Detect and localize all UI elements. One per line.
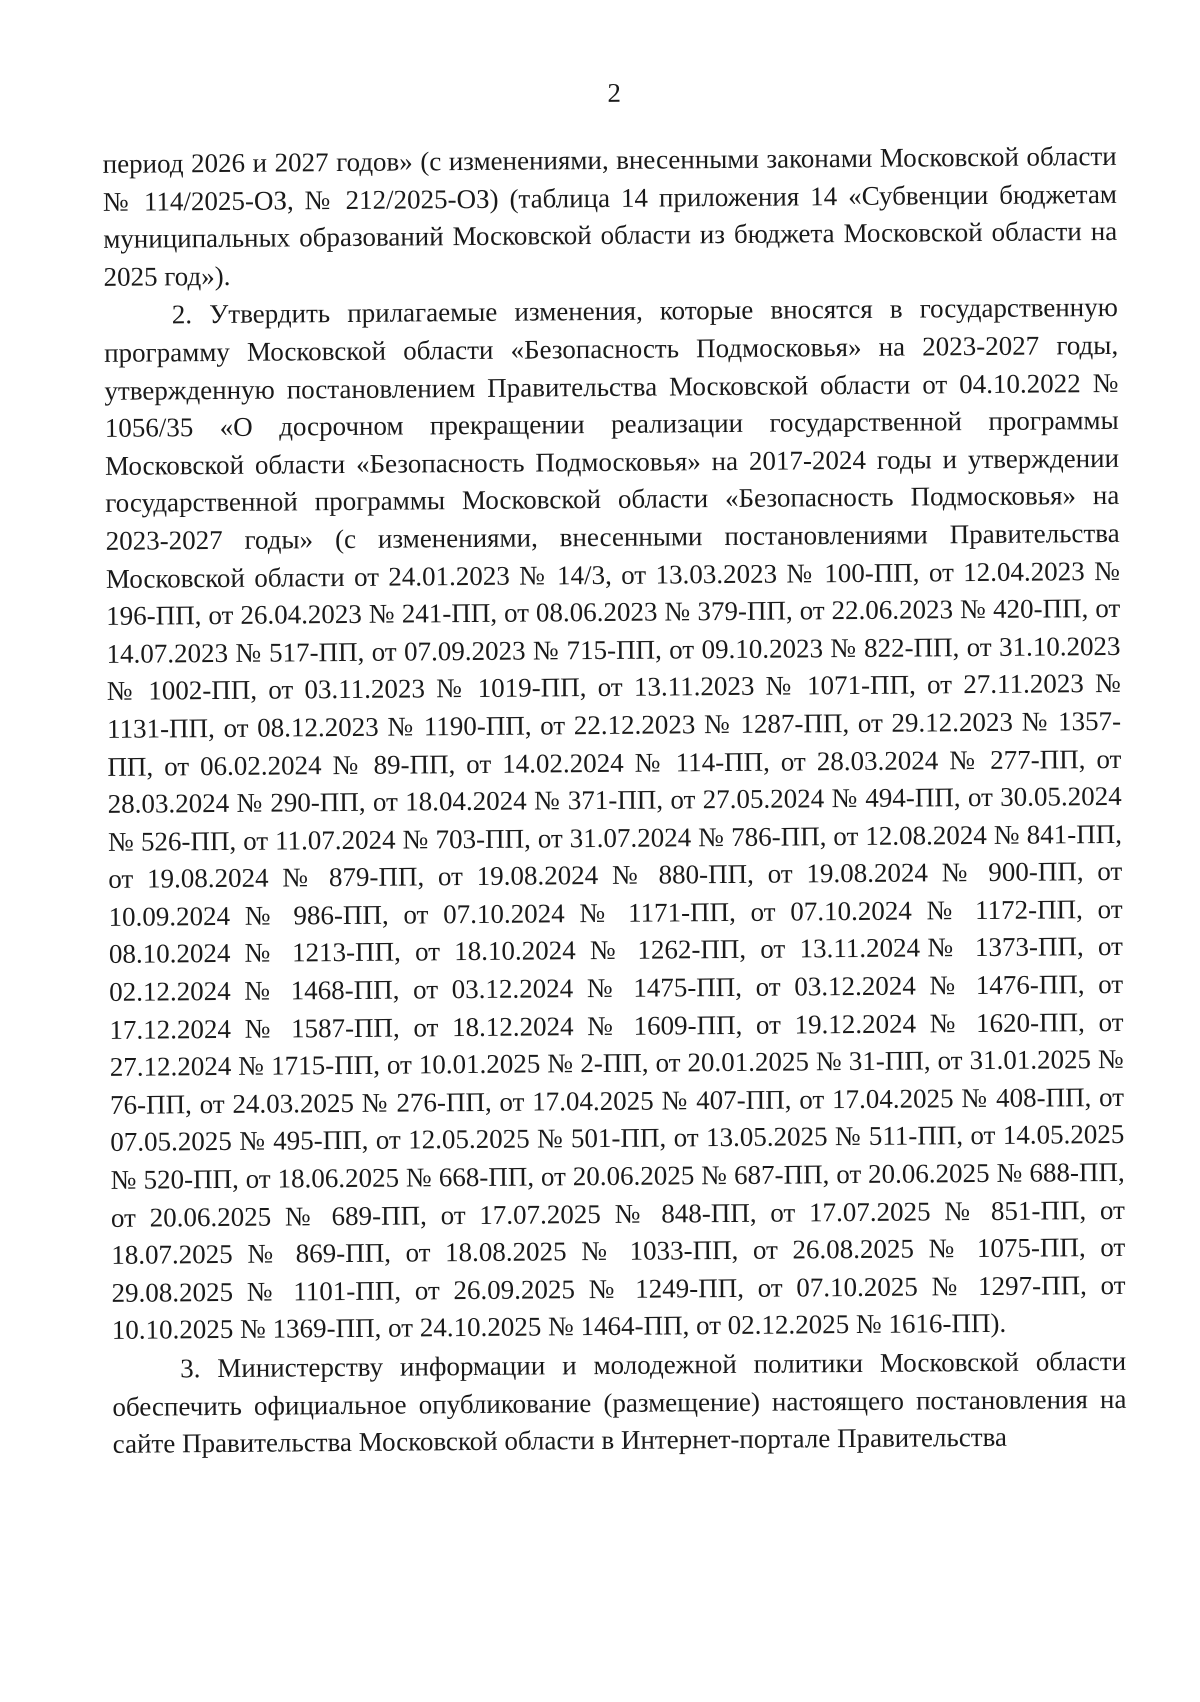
paragraph-continuation: период 2026 и 2027 годов» (с изменениями, внесенными законами Московской области № 114/2025-ОЗ, № 212/2025-ОЗ) (таблица 14 приложения 14 «Субвенции бюджетам муниципальных образований Московской области из бюджета Московской области на 2025 год»). — [102, 140, 1118, 292]
page-number: 2 — [607, 77, 622, 108]
document-body — [103, 138, 1127, 1464]
paragraph-item-3: 3. Министерству информации и молодежной политики Московской области обеспечить официальное опубликование (размещение) настоящего постановления на сайте Правительства Московской области в Интернет-портале Правительства — [112, 1345, 1127, 1460]
paragraph-item-2: 2. Утвердить прилагаемые изменения, которые вносятся в государственную программу Московской области «Безопасность Подмосковья» на 2023-2027 годы, утвержденную постановлением Правительства Московской области от 04.10.2022 № 1056/35 «О досрочном прекращении реализации государственной программы Московской области «Безопасность Подмосковья» на 2017-2024 годы и утверждении государственной программы Московской области «Безопасность Подмосковья» на 2023-2027 годы» (с изменениями, внесенными постановлениями Правительства Московской области от 24.01.2023 № 14/3, от 13.03.2023 № 100-ПП, от 12.04.2023 № 196-ПП, от 26.04.2023 № 241-ПП, от 08.06.2023 № 379-ПП, от 22.06.2023 № 420-ПП, от 14.07.2023 № 517-ПП, от 07.09.2023 № 715-ПП, от 09.10.2023 № 822-ПП, от 31.10.2023 № 1002-ПП, от 03.11.2023 № 1019-ПП, от 13.11.2023 № 1071-ПП, от 27.11.2023 № 1131-ПП, от 08.12.2023 № 1190-ПП, от 22.12.2023 № 1287-ПП, от 29.12.2023 № 1357-ПП, от 06.02.2024 № 89-ПП, от 14.02.2024 № 114-ПП, от 28.03.2024 № 277-ПП, от 28.03.2024 № 290-ПП, от 18.04.2024 № 371-ПП, от 27.05.2024 № 494-ПП, от 30.05.2024 № 526-ПП, от 11.07.2024 № 703-ПП, от 31.07.2024 № 786-ПП, от 12.08.2024 № 841-ПП, от 19.08.2024 № 879-ПП, от 19.08.2024 № 880-ПП, от 19.08.2024 № 900-ПП, от 10.09.2024 № 986-ПП, от 07.10.2024 № 1171-ПП, от 07.10.2024 № 1172-ПП, от 08.10.2024 № 1213-ПП, от 18.10.2024 № 1262-ПП, от 13.11.2024№ 1373-ПП, от 02.12.2024 № 1468-ПП, от 03.12.2024 № 1475-ПП, от 03.12.2024 № 1476-ПП, от 17.12.2024 № 1587-ПП, от 18.12.2024 № 1609-ПП, от 19.12.2024 № 1620-ПП, от 27.12.2024 № 1715-ПП, от 10.01.2025 № 2-ПП, от 20.01.2025 № 31-ПП, от 31.01.2025 № 76-ПП, от 24.03.2025 № 276-ПП, от 17.04.2025 № 407-ПП, от 17.04.2025 № 408-ПП, от 07.05.2025 № 495-ПП, от 12.05.2025 № 501-ПП, от 13.05.2025 № 511-ПП, от 14.05.2025 № 520-ПП, от 18.06.2025 № 668-ПП, от 20.06.2025 № 687-ПП, от 20.06.2025 № 688-ПП, от 20.06.2025 № 689-ПП, от 17.07.2025 № 848-ПП, от 17.07.2025 № 851-ПП, от 18.07.2025 № 869-ПП, от 18.08.2025 № 1033-ПП, от 26.08.2025 № 1075-ПП, от 29.08.2025 № 1101-ПП, от 26.09.2025 № 1249-ПП, от 07.10.2025 № 1297-ПП, от 10.10.2025 № 1369-ПП, от 24.10.2025 № 1464-ПП, от 02.12.2025 № 1616-ПП). — [104, 292, 1126, 1346]
